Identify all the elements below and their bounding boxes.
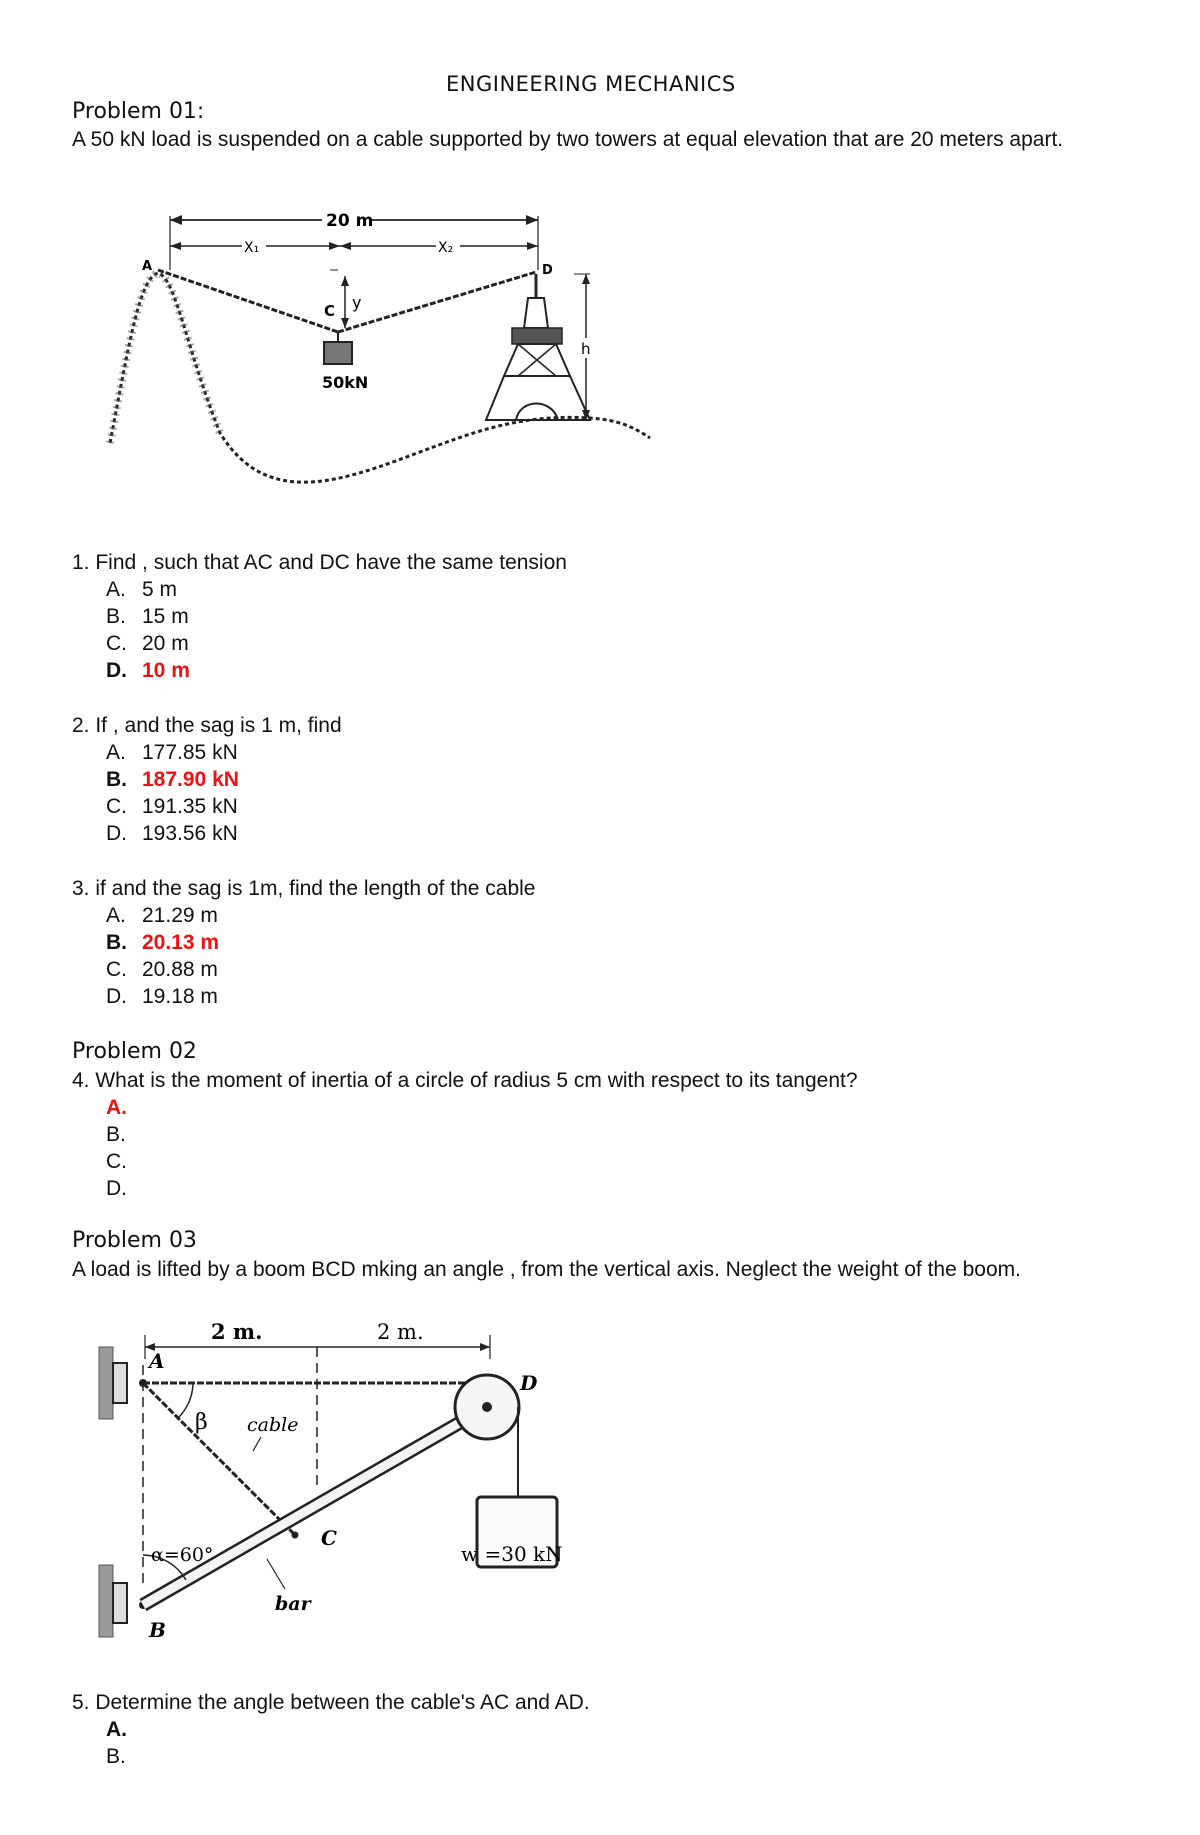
question-3-text: 3. if and the sag is 1m, find the length of the cable — [72, 877, 536, 900]
dim-label-left: 2 m. — [211, 1319, 263, 1344]
lower-bracket — [113, 1583, 127, 1623]
problem-1-statement: A 50 kN load is suspended on a cable supported by two towers at equal elevation that are 20 meters apart. — [72, 128, 1064, 151]
cable-cd — [338, 272, 536, 332]
cable-label-leader — [253, 1437, 261, 1451]
span-label: 20 m — [326, 211, 374, 231]
point-a-label: A — [142, 259, 153, 274]
upper-bracket — [113, 1363, 127, 1403]
dim-label-right: 2 m. — [377, 1320, 424, 1344]
sag-arrow-bottom — [341, 318, 349, 328]
x2-arrow-left — [340, 242, 351, 250]
question-4-options — [106, 1094, 142, 1202]
point-c-label: C — [324, 302, 336, 320]
cable-ac — [143, 1383, 295, 1535]
cable-label: cable — [247, 1414, 299, 1436]
q2-option-b-answer: B. 187.90 kN — [106, 768, 239, 791]
beta-arc — [178, 1383, 193, 1418]
q3-option-d: D. 19.18 m — [106, 985, 218, 1008]
point-b-label: B — [149, 1618, 166, 1642]
question-4-text: 4. What is the moment of inertia of a circle of radius 5 cm with respect to its tangent? — [72, 1069, 858, 1092]
x1-label: X₁ — [244, 240, 260, 256]
q5-option-a: A. — [106, 1718, 127, 1741]
q2-option-a: A. 177.85 kN — [106, 741, 238, 764]
q1-option-a: A. 5 m — [106, 578, 178, 601]
point-d-label: D — [520, 1371, 538, 1395]
point-a-label: A — [149, 1349, 165, 1373]
question-2-text: 2. If , and the sag is 1 m, find — [72, 714, 342, 737]
dim-arrow-right — [480, 1343, 490, 1351]
lower-wall — [99, 1565, 113, 1637]
point-c-label: C — [321, 1526, 337, 1550]
span-arrow-left — [170, 215, 182, 225]
x2-label: X₂ — [438, 240, 454, 256]
problem-3-heading: Problem 03 — [72, 1228, 197, 1253]
q4-option-b: B. — [106, 1123, 126, 1146]
ground-outline — [110, 273, 650, 482]
load-block — [324, 342, 352, 364]
sag-label: y — [352, 293, 362, 312]
question-5-options — [106, 1716, 142, 1770]
q4-option-a-answer: A. — [106, 1096, 127, 1119]
q1-option-b: B. 15 m — [106, 605, 189, 628]
q3-option-c: C. 20.88 m — [106, 958, 218, 981]
h-arrow-top — [582, 274, 590, 284]
question-2-options — [106, 739, 239, 847]
alpha-label: α=60° — [151, 1544, 214, 1566]
cable-towers-figure — [90, 198, 670, 528]
problem-2-heading: Problem 02 — [72, 1039, 197, 1064]
x1-arrow-right — [329, 242, 340, 250]
weight-label: w =30 kN — [461, 1542, 563, 1566]
question-1-options — [106, 576, 190, 684]
pulley-hub — [482, 1402, 492, 1412]
right-tower — [486, 274, 590, 420]
q2-option-c: C. 191.35 kN — [106, 795, 238, 818]
beta-label: β — [195, 1410, 208, 1435]
q4-option-c: C. — [106, 1150, 127, 1173]
q1-option-c: C. 20 m — [106, 632, 189, 655]
load-label: 50kN — [322, 373, 369, 392]
bar-label-leader — [267, 1559, 285, 1589]
page-title: ENGINEERING MECHANICS — [446, 72, 736, 96]
question-5-text: 5. Determine the angle between the cable's AC and AD. — [72, 1691, 590, 1714]
cable-ac — [158, 270, 338, 332]
q2-option-d: D. 193.56 kN — [106, 822, 238, 845]
q4-option-d: D. — [106, 1177, 127, 1200]
q1-option-d-answer: D. 10 m — [106, 659, 190, 682]
sag-arrow-top — [341, 276, 349, 286]
question-3-options — [106, 902, 219, 1010]
pin-c — [292, 1532, 299, 1539]
upper-wall — [99, 1347, 113, 1419]
question-1-text: 1. Find , such that AC and DC have the same tension — [72, 551, 567, 574]
x2-arrow-right — [527, 242, 538, 250]
q5-option-b: B. — [106, 1745, 126, 1768]
boom-figure — [95, 1315, 595, 1670]
problem-1-heading: Problem 01: — [72, 99, 205, 124]
span-arrow-right — [526, 215, 538, 225]
q3-option-b-answer: B. 20.13 m — [106, 931, 220, 954]
problem-3-statement: A load is lifted by a boom BCD mking an angle , from the vertical axis. Neglect the weight of the boom. — [72, 1258, 1021, 1281]
x1-arrow-left — [170, 242, 181, 250]
q3-option-a: A. 21.29 m — [106, 904, 218, 927]
bar-label: bar — [275, 1593, 311, 1615]
h-label: h — [581, 340, 591, 358]
point-d-label: D — [542, 263, 553, 278]
